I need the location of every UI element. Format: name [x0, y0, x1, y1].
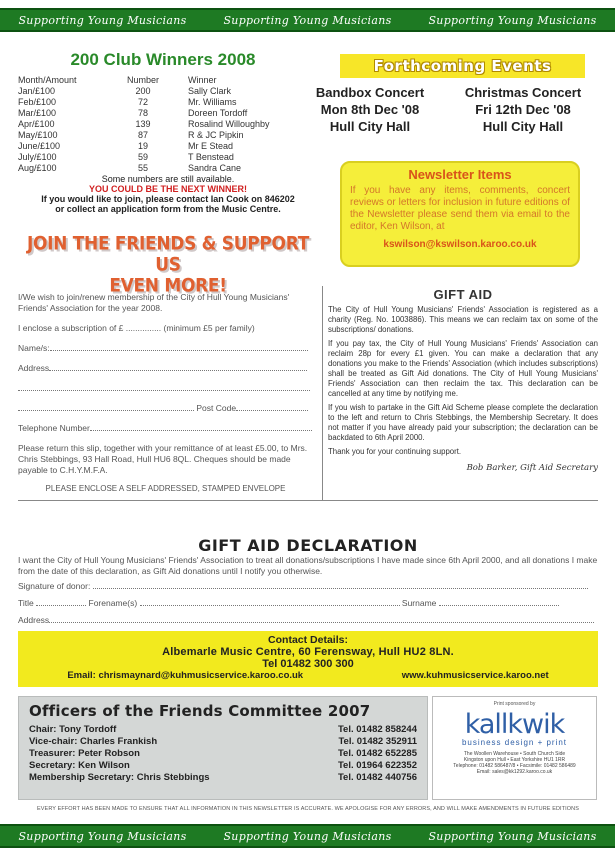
banner-tagline: Supporting Young Musicians	[18, 13, 187, 27]
banner-tagline: Supporting Young Musicians	[428, 829, 597, 843]
application-form-note: or collect an application form from the Music Centre.	[55, 204, 281, 214]
officer-role: Secretary: Ken Wilson	[29, 760, 130, 771]
newsletter-items-box	[340, 161, 580, 267]
banner-tagline: Supporting Young Musicians	[223, 829, 392, 843]
surname-line[interactable]	[439, 605, 559, 606]
banner-tagline: Supporting Young Musicians	[428, 13, 597, 27]
join-title-line2: EVEN MORE!	[109, 274, 227, 297]
officer-row	[29, 724, 417, 736]
cell-winner: Sally Clark	[188, 85, 232, 96]
signature-label: Signature of donor:	[18, 581, 91, 591]
cell-number: 200	[135, 85, 151, 96]
officer-role: Membership Secretary: Chris Stebbings	[29, 772, 210, 783]
officer-phone: Tel. 01482 352911	[338, 736, 417, 747]
vertical-divider	[322, 286, 323, 500]
forenames-label: Forename(s)	[88, 598, 138, 608]
name-fields-row	[18, 598, 598, 609]
envelope-note: PLEASE ENCLOSE A SELF ADDRESSED, STAMPED ENVELOPE	[45, 484, 286, 493]
column-header: Month/Amount	[18, 74, 77, 85]
concert-name: Bandbox Concert	[315, 85, 425, 100]
concert-venue: Hull City Hall	[329, 119, 411, 134]
cell-month: May/£100	[18, 129, 58, 140]
officers-box	[18, 696, 428, 800]
events-title: Forthcoming Events	[373, 57, 552, 75]
cell-winner: Doreen Tordoff	[188, 107, 248, 118]
newsletter-email-link[interactable]: kswilson@kswilson.karoo.co.uk	[383, 239, 537, 250]
table-row	[18, 162, 318, 173]
table-row	[18, 107, 318, 118]
cell-winner: T Benstead	[188, 151, 234, 162]
column-header: Winner	[188, 74, 217, 85]
address-line[interactable]	[49, 622, 594, 623]
surname-label: Surname	[401, 598, 437, 608]
address-line[interactable]	[49, 370, 307, 371]
gift-aid-para: Thank you for your continuing support.	[328, 447, 462, 456]
table-row	[18, 129, 318, 140]
address-field[interactable]	[18, 363, 313, 374]
postcode-label: Post Code	[196, 403, 237, 413]
address-label: Address	[18, 363, 50, 373]
donor-signature-field[interactable]	[18, 581, 598, 592]
address-line-2[interactable]	[18, 390, 310, 391]
telephone-label: Telephone Number	[18, 423, 90, 433]
gift-aid-title: GIFT AID	[433, 287, 493, 302]
cell-number: 59	[137, 151, 148, 162]
title-line[interactable]	[36, 605, 86, 606]
kallkwik-logo: kallkwik	[464, 709, 565, 740]
signature-line[interactable]	[93, 588, 588, 589]
top-banner	[0, 8, 615, 32]
cell-number: 78	[137, 107, 148, 118]
table-header-row	[18, 74, 318, 85]
contact-heading: Contact Details:	[268, 634, 348, 646]
numbers-available-note: Some numbers are still available.	[101, 174, 235, 184]
names-field[interactable]	[18, 343, 313, 354]
officer-row	[29, 772, 417, 784]
officer-role: Vice-chair: Charles Frankish	[29, 736, 158, 747]
cell-winner: Mr E Stead	[188, 140, 234, 151]
officer-role: Chair: Tony Tordoff	[29, 724, 117, 735]
join-title	[18, 234, 318, 297]
table-row	[18, 140, 318, 151]
officer-phone: Tel. 01482 652285	[337, 748, 417, 759]
sponsor-phone: Telephone: 01482 586487/8 • Facsimile: 01482 586489	[453, 763, 576, 769]
concert-venue: Hull City Hall	[482, 119, 564, 134]
gift-aid-signature: Bob Barker, Gift Aid Secretary	[466, 463, 598, 473]
gift-aid-para: If you pay tax, the City of Hull Young Musicians' Friends' Association can reclaim 28p for every £1 given. You can make a declaration that any donations you make to the Friends' Association (which includes subscriptions) shall be treated as Gift Aid donations. The City of Hull Young Musicians' Friends' Association can then reclaim the tax. This declaration can be cancelled at any time by notifying me.	[328, 339, 598, 398]
concert-bandbox	[305, 84, 435, 135]
sponsor-address: Kingston upon Hull • East Yorkshire HU1 1RR	[463, 757, 566, 763]
contact-address: Albemarle Music Centre, 60 Ferensway, Hull HU2 8LN.	[162, 646, 454, 658]
concert-name: Christmas Concert	[464, 85, 582, 100]
join-contact-note: If you would like to join, please contact Ian Cook on 846202	[41, 194, 295, 204]
officer-row	[29, 736, 417, 748]
cell-month: Apr/£100	[18, 118, 55, 129]
winners-table	[18, 74, 318, 173]
table-row	[18, 118, 318, 129]
membership-form	[18, 292, 313, 503]
subscription-field[interactable]	[18, 323, 313, 334]
gift-aid-para: If you wish to partake in the Gift Aid Scheme please complete the declaration to the left and return to Chris Stebbings, the Membership Secretary. It does not matter if you have already paid your subscription; the declaration can be backdated to 6th April 2000.	[328, 403, 598, 442]
contact-phone: Tel 01482 300 300	[262, 658, 354, 670]
cell-number: 72	[137, 96, 148, 107]
cell-winner: Rosalind Willoughby	[188, 118, 270, 129]
contact-details-box	[18, 631, 598, 687]
sponsor-email: Email: sales@kk1292.karoo.co.uk	[476, 769, 553, 775]
cell-winner: Sandra Cane	[188, 162, 242, 173]
return-instructions: Please return this slip, together with your remittance of at least £5.00, to Mrs. Chris Stebbings, 93 Hall Road, Hull HU6 8QL. Cheques should be made payable to C.H.Y.M.F.A.	[18, 443, 308, 475]
postcode-prefix-line[interactable]	[18, 410, 194, 411]
newsletter-body: If you have any items, comments, concert reviews or letters for inclusion in future editions of the Newsletter please send them via email to the editor, Ken Wilson, at	[350, 185, 570, 232]
print-sponsored-label: Print sponsored by	[493, 701, 536, 707]
officer-row	[29, 760, 417, 772]
cell-month: Mar/£100	[18, 107, 57, 118]
officer-role: Treasurer: Peter Robson	[29, 748, 140, 759]
title-label: Title	[18, 598, 34, 608]
cell-number: 139	[135, 118, 151, 129]
address-label: Address	[18, 615, 50, 625]
bottom-banner	[0, 824, 615, 848]
gift-aid-para: The City of Hull Young Musicians' Friends' Association is registered as a charity (Reg. No. 1003886). This means we can reclaim tax on some of the subscriptions/ donations.	[328, 305, 598, 334]
cell-month: Aug/£100	[18, 162, 57, 173]
officers-title: Officers of the Friends Committee 2007	[29, 702, 371, 720]
forenames-line[interactable]	[140, 605, 400, 606]
cell-winner: R & JC Pipkin	[188, 129, 244, 140]
subscription-label: I enclose a subscription of £ ............... (minimum £5 per family)	[18, 323, 255, 333]
concert-date: Fri 12th Dec '08	[475, 102, 571, 117]
column-header: Number	[126, 74, 159, 85]
join-title-line1: JOIN THE FRIENDS & SUPPORT US	[26, 233, 310, 276]
events-title-box	[340, 54, 585, 78]
telephone-line[interactable]	[90, 430, 312, 431]
sponsor-tagline: business design + print	[461, 738, 568, 747]
sponsor-address: The Woollen Warehouse • South Church Side	[463, 751, 566, 757]
declaration-title: GIFT AID DECLARATION	[198, 536, 418, 555]
banner-tagline: Supporting Young Musicians	[223, 13, 392, 27]
cell-number: 19	[137, 140, 148, 151]
cell-number: 87	[137, 129, 148, 140]
cell-number: 55	[137, 162, 148, 173]
cell-winner: Mr. Williams	[188, 96, 237, 107]
contact-email[interactable]: Email: chrismaynard@kuhmusicservice.karoo.co.uk	[67, 670, 304, 681]
declaration-text: I want the City of Hull Young Musicians' Friends' Association to treat all donations/subscriptions I have made since 6th April 2000, and all donations I make from the date of this declaration, as Gift Aid donations until I notify you otherwise.	[18, 555, 598, 576]
cell-month: Jan/£100	[18, 85, 56, 96]
table-row	[18, 96, 318, 107]
officer-phone: Tel. 01482 440756	[337, 772, 417, 783]
concert-date: Mon 8th Dec '08	[320, 102, 420, 117]
postcode-field[interactable]	[18, 403, 313, 414]
membership-intro: I/We wish to join/renew membership of the City of Hull Young Musicians' Friends' Association for the year 2008.	[18, 292, 290, 313]
gift-aid-section	[328, 287, 598, 473]
postcode-line[interactable]	[236, 410, 308, 411]
newsletter-title: Newsletter Items	[408, 167, 512, 182]
telephone-field[interactable]	[18, 423, 313, 434]
banner-tagline: Supporting Young Musicians	[18, 829, 187, 843]
club-winners-section	[18, 50, 318, 214]
cell-month: June/£100	[18, 140, 61, 151]
officer-phone: Tel. 01964 622352	[337, 760, 417, 771]
declaration-address-field[interactable]	[18, 615, 598, 626]
disclaimer: EVERY EFFORT HAS BEEN MADE TO ENSURE THAT ALL INFORMATION IN THIS NEWSLETTER IS ACCURATE. WE APOLOGISE FOR ANY ERRORS, AND WILL MAKE AMENDMENTS IN FUTURE EDITIONS	[37, 806, 579, 812]
names-line[interactable]	[50, 350, 308, 351]
table-row	[18, 151, 318, 162]
names-label: Name/s:	[18, 343, 50, 353]
officer-row	[29, 748, 417, 760]
cell-month: Feb/£100	[18, 96, 57, 107]
club-title: 200 Club Winners 2008	[70, 50, 256, 69]
table-row	[18, 85, 318, 96]
sponsor-box	[432, 696, 597, 800]
horizontal-divider	[18, 500, 598, 501]
officer-phone: Tel. 01482 858244	[337, 724, 417, 735]
next-winner-note: YOU COULD BE THE NEXT WINNER!	[88, 184, 247, 194]
concert-christmas	[458, 84, 588, 135]
contact-website[interactable]: www.kuhmusicservice.karoo.net	[401, 670, 549, 681]
cell-month: July/£100	[18, 151, 57, 162]
